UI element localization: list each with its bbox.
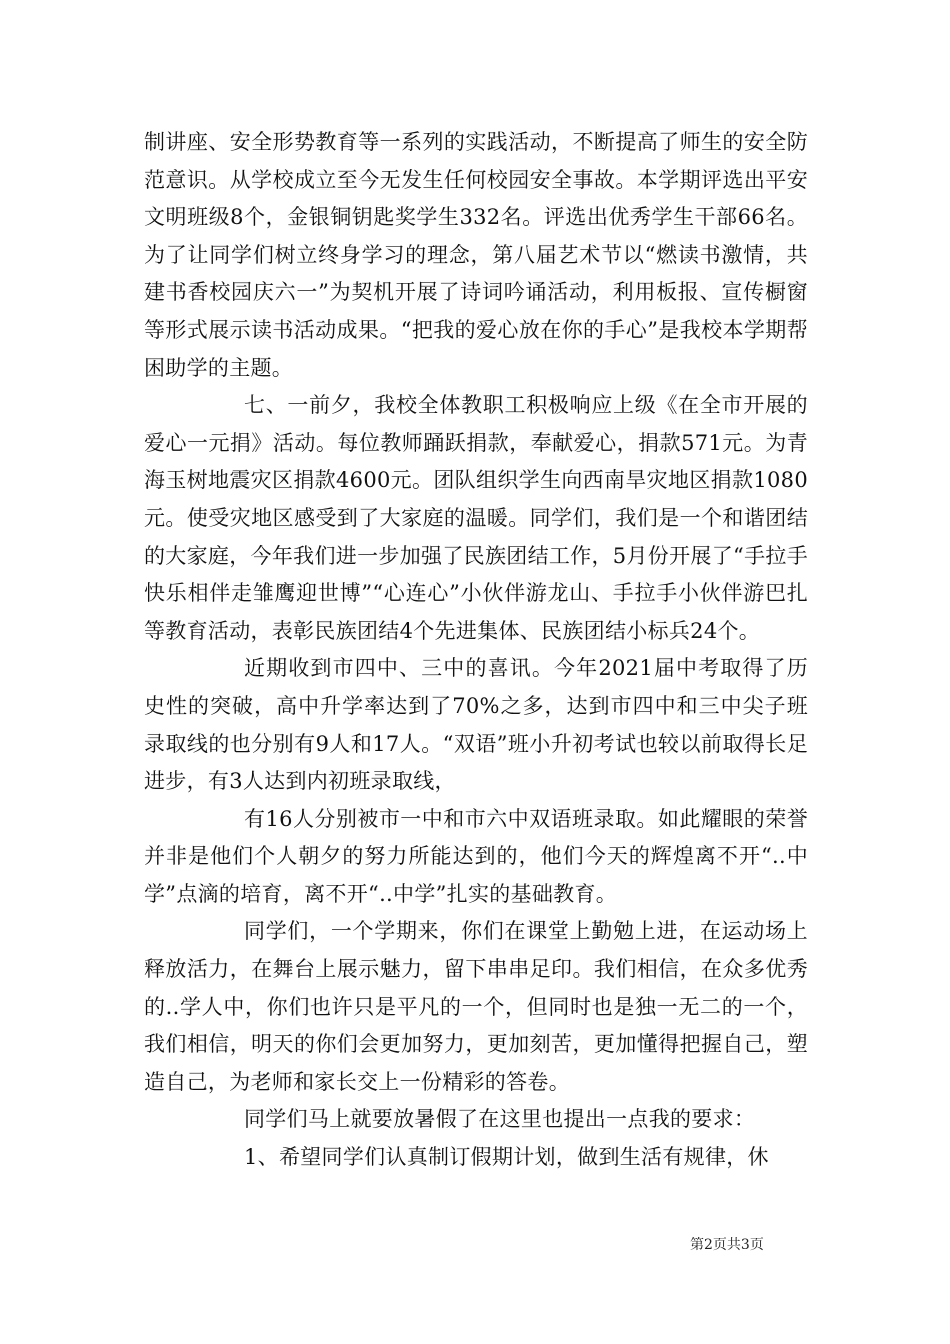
document-body <box>144 124 808 1177</box>
paragraph-bilingual-admission: 有16人分别被市一中和市六中双语班录取。如此耀眼的荣誉并非是他们个人朝夕的努力所能达到的，他们今天的辉煌离不开“..中学”点滴的培育，离不开“..中学”扎实的基础教育。 <box>144 806 808 906</box>
paragraph-donation: 七、一前夕，我校全体教职工积极响应上级《在全市开展的爱心一元捐》活动。每位教师踊跃捐款，奉献爱心，捐款571元。为青海玉树地震灾区捐款4600元。团队组织学生向西南旱灾地区捐款1080元。使受灾地区感受到了大家庭的温暖。同学们，我们是一个和谐团结的大家庭，今年我们进一步加强了民族团结工作，5月份开展了“手拉手快乐相伴走雏鹰迎世博”“心连心”小伙伴游龙山、手拉手小伙伴游巴扎等教育活动，表彰民族团结4个先进集体、民族团结小标兵24个。 <box>144 393 808 643</box>
paragraph-safety: 制讲座、安全形势教育等一系列的实践活动，不断提高了师生的安全防范意识。从学校成立至今无发生任何校园安全事故。本学期评选出平安文明班级8个，金银铜钥匙奖学生332名。评选出优秀学生干部66名。为了让同学们树立终身学习的理念，第八届艺术节以“燃读书激情，共建书香校园庆六一”为契机开展了诗词吟诵活动，利用板报、宣传橱窗等形式展示读书活动成果。“把我的爱心放在你的手心”是我校本学期帮困助学的主题。 <box>144 130 808 380</box>
paragraph-encouragement: 同学们，一个学期来，你们在课堂上勤勉上进，在运动场上释放活力，在舞台上展示魅力，留下串串足印。我们相信，在众多优秀的..学人中，你们也许只是平凡的一个，但同时也是独一无二的一个，我们相信，明天的你们会更加努力，更加刻苦，更加懂得把握自己，塑造自己，为老师和家长交上一份精彩的答卷。 <box>144 919 808 1094</box>
paragraph-summer-requirements: 同学们马上就要放暑假了在这里也提出一点我的要求： <box>244 1107 756 1132</box>
page-number-footer: 第2页共3页 <box>690 1237 764 1253</box>
paragraph-exam-news: 近期收到市四中、三中的喜讯。今年2021届中考取得了历史性的突破，高中升学率达到了70%之多，达到市四中和三中尖子班录取线的也分别有9人和17人。“双语”班小升初考试也较以前取得长足进步，有3人达到内初班录取线， <box>144 656 808 794</box>
paragraph-requirement-1: 1、希望同学们认真制订假期计划，做到生活有规律，休 <box>244 1145 769 1170</box>
